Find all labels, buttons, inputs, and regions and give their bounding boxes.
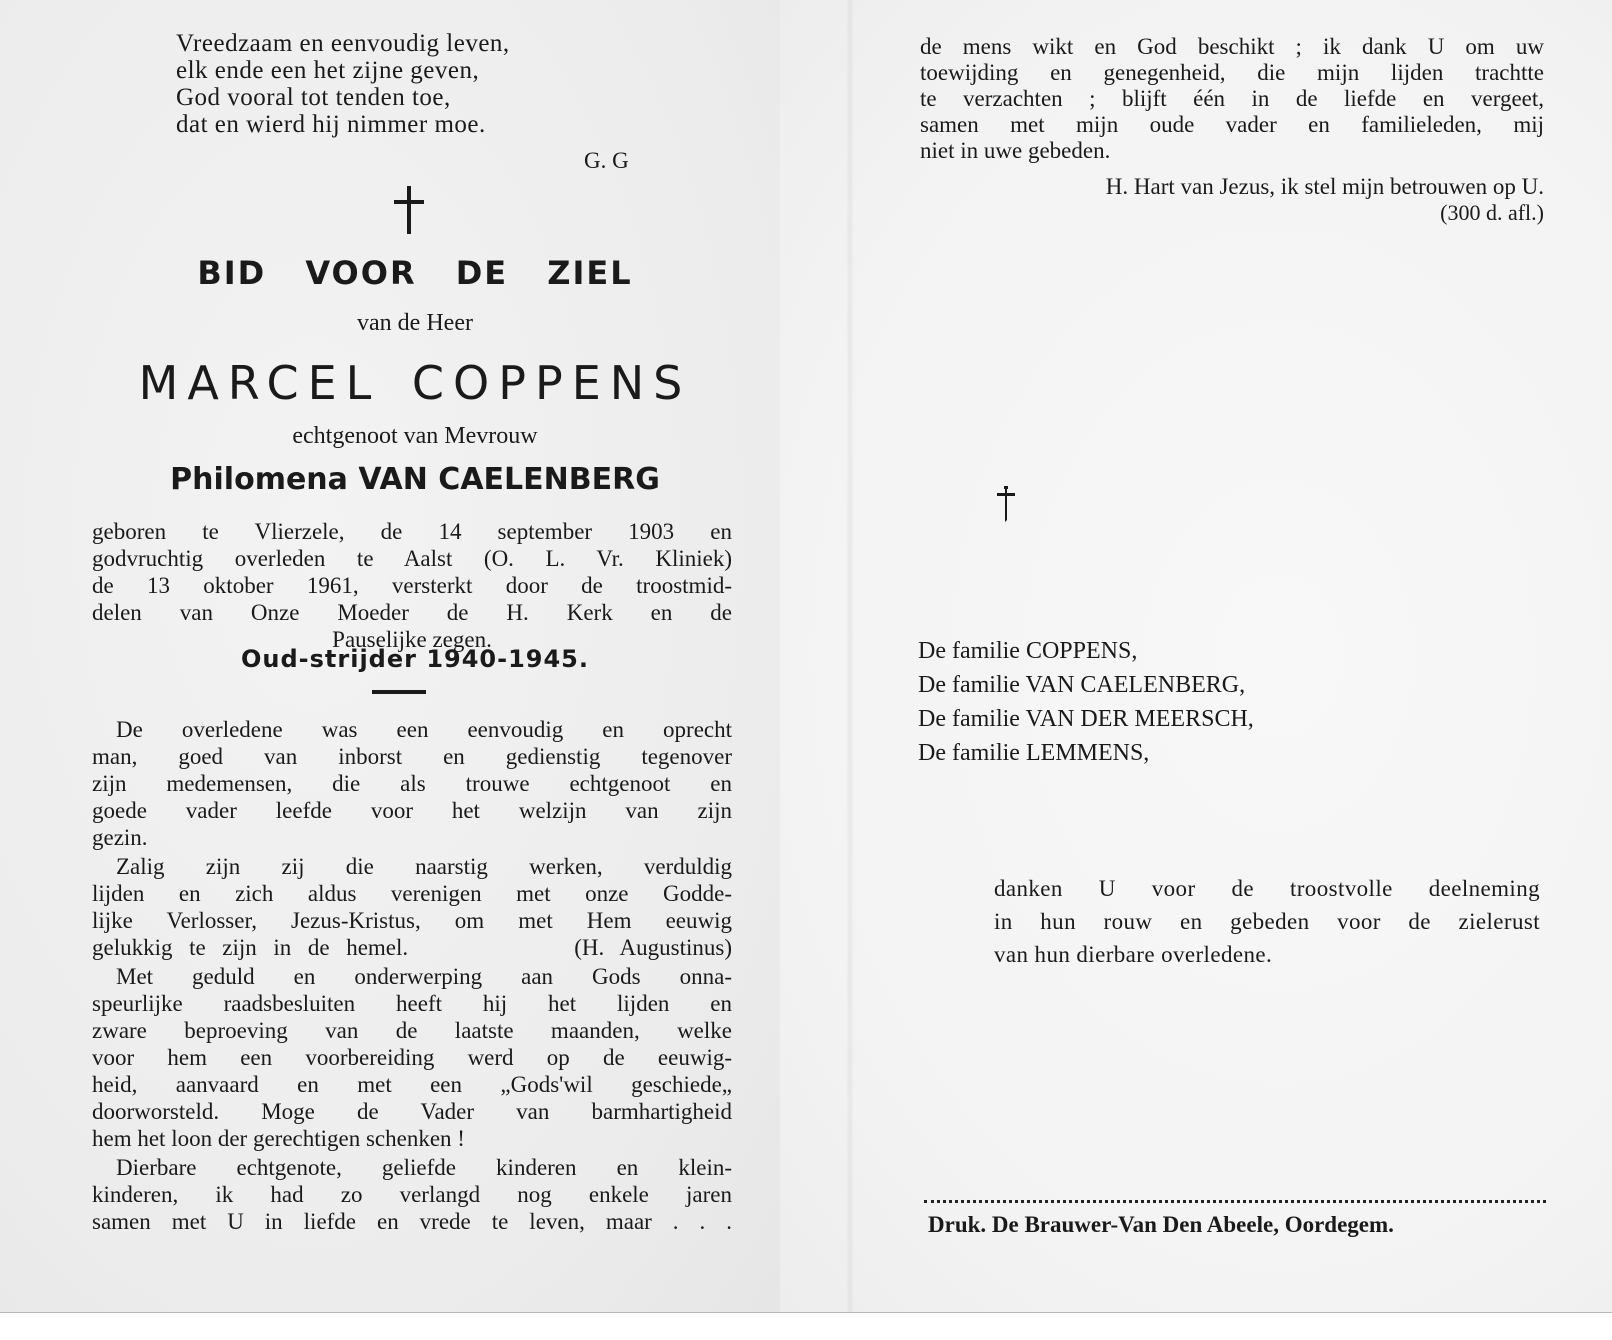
paragraph-line: samen met mijn oude vader en familieleden, mij [920, 112, 1544, 137]
paragraph-character [92, 716, 732, 851]
paragraph-line: man, goed van inborst en gedienstig tegenover [92, 744, 732, 769]
paragraph-line: goede vader leefde voor het welzijn van zijn [92, 798, 732, 823]
paragraph-line: Dierbare echtgenote, geliefde kinderen en klein- [116, 1155, 732, 1180]
paragraph-line: speurlijke raadsbesluiten heeft hij het lijden en [92, 991, 732, 1016]
paragraph-suffering [92, 963, 732, 1152]
paragraph-line: Zalig zijn zij die naarstig werken, verduldig [116, 854, 732, 879]
paragraph-line: De overledene was een eenvoudig en oprecht [116, 717, 732, 742]
deceased-name: MARCEL COPPENS [138, 356, 692, 410]
spouse-name: Philomena VAN CAELENBERG [170, 462, 660, 497]
intro-text: van de Heer [357, 310, 473, 336]
thanks-line: danken U voor de troostvolle deelneming [994, 876, 1540, 901]
indulgence-note: (300 d. afl.) [1440, 200, 1544, 225]
poem [176, 30, 510, 138]
biography [92, 518, 732, 653]
paragraph-line: heid, aanvaard en met een „Gods'wil geschiede„ [92, 1072, 732, 1097]
prayer: H. Hart van Jezus, ik stel mijn betrouwen op U. [1105, 174, 1544, 199]
paragraph-line: doorworsteld. Moge de Vader van barmhartigheid [92, 1099, 732, 1124]
spouse-intro: echtgenoot van Mevrouw [292, 423, 538, 449]
bio-line: de 13 oktober 1961, versterkt door de troostmid- [92, 573, 732, 598]
thanks-line: in hun rouw en gebeden voor de zielerust [994, 909, 1540, 934]
paragraph-farewell [92, 1154, 732, 1235]
poem-line: elk ende een het zijne geven, [176, 57, 480, 84]
veteran-note: Oud-strijder 1940-1945. [241, 645, 589, 673]
bio-line: Pauselijke zegen. [332, 627, 492, 652]
paragraph-line: te verzachten ; blijft één in de liefde en vergeet, [920, 86, 1544, 111]
divider [372, 690, 426, 694]
family-item: De familie LEMMENS, [918, 740, 1150, 766]
paragraph-line: voor hem een voorbereiding werd op de eeuwig- [92, 1045, 732, 1070]
paragraph-line: niet in uwe gebeden. [920, 138, 1111, 163]
thanks-text [994, 872, 1540, 971]
bio-line: godvruchtig overleden te Aalst (O. L. Vr. Kliniek) [92, 546, 732, 571]
farewell-continuation [920, 34, 1544, 164]
paragraph-line: lijden en zich aldus verenigen met onze Godde- [92, 881, 732, 906]
paragraph-line: zijn medemensen, die als trouwe echtgenoot en [92, 771, 732, 796]
poem-line: dat en wierd hij nimmer moe. [176, 111, 486, 138]
heading-pray-for-soul: BID VOOR DE ZIEL [197, 254, 633, 292]
dotted-rule [924, 1200, 1546, 1203]
paragraph-line: Met geduld en onderwerping aan Gods onna- [116, 964, 732, 989]
thanks-line: van hun dierbare overledene. [994, 942, 1273, 967]
page-fold [846, 0, 854, 1312]
bio-line: geboren te Vlierzele, de 14 september 1903 en [92, 519, 732, 544]
paragraph-line: kinderen, ik had zo verlangd nog enkele jaren [92, 1182, 732, 1207]
paragraph-line: lijke Verlosser, Jezus-Kristus, om met Hem eeuwig [92, 908, 732, 933]
paragraph-line: toewijding en genegenheid, die mijn lijden trachtte [920, 60, 1544, 85]
printer-credit: Druk. De Brauwer-Van Den Abeele, Oordegem. [928, 1212, 1394, 1237]
cross-icon [394, 186, 424, 234]
paragraph-line: gezin. [92, 825, 148, 850]
family-item: De familie COPPENS, [918, 638, 1138, 664]
family-item: De familie VAN DER MEERSCH, [918, 706, 1254, 732]
family-item: De familie VAN CAELENBERG, [918, 672, 1246, 698]
paragraph-line: hem het loon der gerechtigen schenken ! [92, 1126, 465, 1151]
bio-line: delen van Onze Moeder de H. Kerk en de [92, 600, 732, 625]
paragraph-quote [92, 853, 732, 961]
paragraph-line: samen met U in liefde en vrede te leven, maar . . . [92, 1209, 732, 1234]
poem-line: Vreedzaam en eenvoudig leven, [176, 30, 510, 57]
family-list [918, 634, 1254, 770]
poem-signature: G. G [584, 148, 629, 173]
cross-icon [996, 484, 1016, 522]
paragraph-line: gelukkig te zijn in de hemel. (H. Augustinus) [92, 935, 732, 960]
paragraph-line: zware beproeving van de laatste maanden, welke [92, 1018, 732, 1043]
paragraph-line: de mens wikt en God beschikt ; ik dank U om uw [920, 34, 1544, 59]
poem-line: God vooral tot tenden toe, [176, 84, 451, 111]
